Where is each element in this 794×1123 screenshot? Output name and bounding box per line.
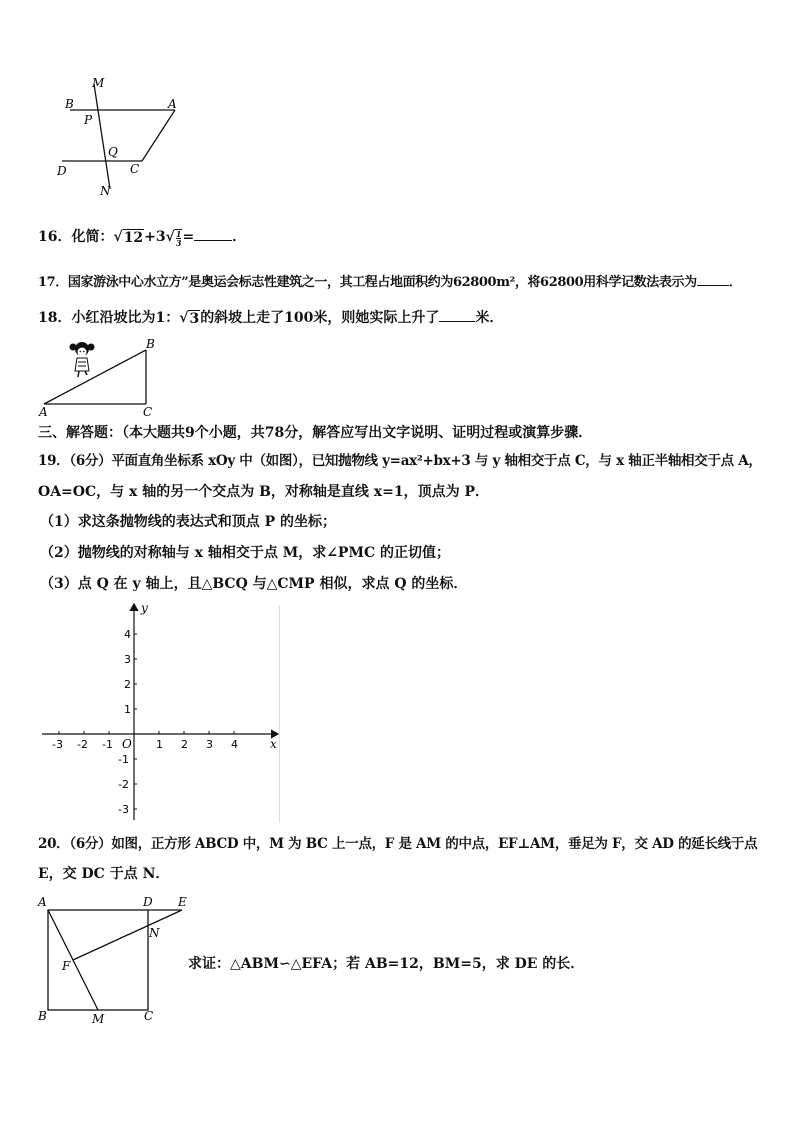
q18-end: 米． xyxy=(475,310,504,326)
q16-equals: = xyxy=(182,229,195,245)
label-M: M xyxy=(92,76,105,90)
q17-end: ． xyxy=(728,275,742,290)
x-tick-label: 3 xyxy=(206,738,213,751)
y-tick-label: -1 xyxy=(118,753,129,766)
label-B: B xyxy=(65,97,74,111)
sqrt-12: √ 12 xyxy=(113,229,144,246)
label-A: A xyxy=(38,895,47,909)
label-E: E xyxy=(178,895,187,909)
label-M: M xyxy=(92,1012,105,1026)
slope-AB xyxy=(44,350,146,404)
coordinate-plane-q19 xyxy=(36,598,286,826)
origin-label: O xyxy=(122,737,132,751)
question-20-prove: 求证：△ABM∽△EFA；若 AB=12，BM=5，求 DE 的长． xyxy=(188,956,585,972)
sqrt-fraction: √ $\frac{1}{3}$ xyxy=(165,229,182,248)
q16-end: ． xyxy=(232,229,247,245)
label-P: P xyxy=(84,113,93,127)
label-A: A xyxy=(39,405,48,418)
q16-number: 16． xyxy=(38,229,72,245)
x-axis-label: x xyxy=(270,737,277,751)
q16-prefix: 化简： xyxy=(71,229,114,245)
q17-text: 17．国家游泳中心水立方”是奥运会标志性建筑之一，其工程占地面积约为62800m²，将62800用科学记数法表示为 xyxy=(38,275,697,290)
label-N: N xyxy=(100,184,111,198)
question-19-part2: （2）抛物线的对称轴与 x 轴相交于点 M，求∠PMC 的正切值； xyxy=(40,545,450,561)
answer-blank-18 xyxy=(439,309,475,322)
question-20-line2: E，交 DC 于点 N． xyxy=(38,866,170,882)
figure-q20 xyxy=(32,892,202,1032)
label-B: B xyxy=(38,1009,47,1023)
question-19-part3: （3）点 Q 在 y 轴上，且△BCQ 与△CMP 相似，求点 Q 的坐标． xyxy=(40,576,468,592)
graph-right-edge xyxy=(279,605,280,823)
x-tick-label: 2 xyxy=(181,738,188,751)
label-C: C xyxy=(130,162,140,176)
x-tick-label: -1 xyxy=(102,738,113,751)
label-Q: Q xyxy=(108,145,118,159)
line-MN xyxy=(94,84,110,189)
y-tick-label: 2 xyxy=(124,678,131,691)
label-D: D xyxy=(57,164,67,178)
question-20-line1: 20．（6分）如图，正方形 ABCD 中，M 为 BC 上一点，F 是 AM 的中点，EF⊥AM，垂足为 F，交 AD 的延长线于点 xyxy=(38,836,758,852)
label-N: N xyxy=(149,926,160,940)
label-C: C xyxy=(144,1009,154,1023)
q18-mid: 的斜坡上走了100米，则她实际上升了 xyxy=(200,310,440,326)
sqrt-3: √ 3 xyxy=(179,310,200,327)
label-B: B xyxy=(146,337,155,351)
question-16 xyxy=(38,226,246,247)
answer-blank-17 xyxy=(697,273,729,286)
x-tick-label: -3 xyxy=(52,738,63,751)
question-19-line1: 19．（6分）平面直角坐标系 xOy 中（如图），已知抛物线 y=ax²+bx+3 与 y 轴相交于点 C，与 x 轴正半轴相交于点 A， xyxy=(38,453,762,469)
q18-prefix: 18．小红沿坡比为1： xyxy=(38,310,180,326)
figure-q15 xyxy=(50,72,200,202)
label-C: C xyxy=(143,405,153,418)
q16-plus: +3 xyxy=(144,229,166,245)
x-tick-label: 4 xyxy=(231,738,238,751)
question-18 xyxy=(38,307,503,327)
segment-FE xyxy=(73,910,182,960)
label-F: F xyxy=(62,959,71,973)
question-19-line2: OA=OC，与 x 轴的另一个交点为 B，对称轴是直线 x=1，顶点为 P． xyxy=(38,484,490,500)
figure-q18 xyxy=(36,336,166,418)
y-tick-label: 3 xyxy=(124,653,131,666)
y-tick-label: -2 xyxy=(118,778,129,791)
question-17 xyxy=(38,271,741,290)
question-19-part1: （1）求这条抛物线的表达式和顶点 P 的坐标； xyxy=(40,514,337,530)
label-A: A xyxy=(168,97,177,111)
y-tick-label: 4 xyxy=(124,628,131,641)
y-axis-label: y xyxy=(141,601,148,615)
label-D: D xyxy=(143,895,153,909)
y-tick-label: -3 xyxy=(118,803,129,816)
x-tick-label: -2 xyxy=(77,738,88,751)
answer-blank-16 xyxy=(194,228,232,241)
section-3-heading: 三、解答题：（本大题共9个小题，共78分，解答应写出文字说明、证明过程或演算步骤． xyxy=(38,425,593,441)
line-AC xyxy=(142,110,175,161)
y-tick-label: 1 xyxy=(124,703,131,716)
girl-illustration xyxy=(70,342,95,377)
x-tick-label: 1 xyxy=(156,738,163,751)
